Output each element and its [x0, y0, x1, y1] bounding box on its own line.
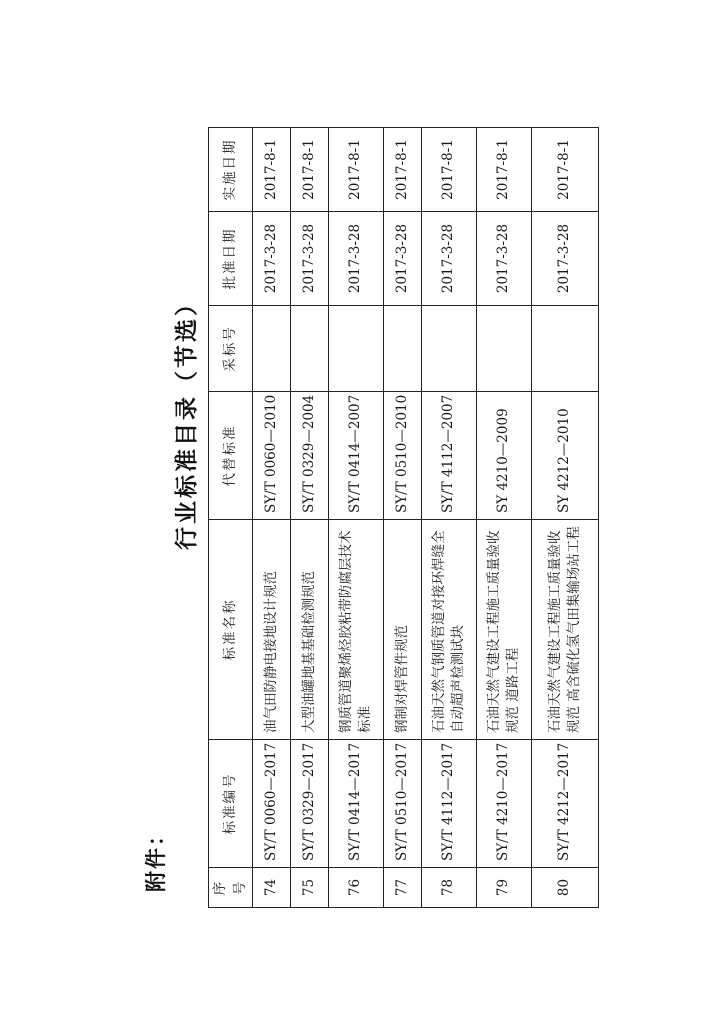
cell-adopted [477, 306, 532, 392]
cell-name: 大型油罐地基基础检测规范 [291, 520, 329, 740]
table-row [291, 128, 329, 908]
cell-replaced: SY/T 4112—2007 [422, 392, 477, 520]
cell-replaced: SY/T 0414—2007 [329, 392, 384, 520]
cell-adopted [329, 306, 384, 392]
cell-replaced: SY 4210—2009 [477, 392, 532, 520]
cell-adopted [422, 306, 477, 392]
cell-seq: 74 [253, 868, 291, 908]
cell-name: 石油天然气建设工程施工质量验收规范 高含硫化氢气田集输场站工程 [532, 520, 599, 740]
cell-approved: 2017-3-28 [291, 212, 329, 306]
cell-seq: 78 [422, 868, 477, 908]
cell-code: SY/T 0510—2017 [384, 740, 422, 868]
cell-name: 油气田防静电接地设计规范 [253, 520, 291, 740]
cell-code: SY/T 0414—2017 [329, 740, 384, 868]
rotated-content [100, 20, 660, 980]
cell-name: 钢质管道聚烯烃胶粘带防腐层技术标准 [329, 520, 384, 740]
cell-seq: 77 [384, 868, 422, 908]
cell-approved: 2017-3-28 [329, 212, 384, 306]
header-seq: 序号 [209, 868, 253, 908]
cell-approved: 2017-3-28 [532, 212, 599, 306]
table-header-row [209, 128, 253, 908]
cell-effective: 2017-8-1 [422, 128, 477, 212]
standards-table [208, 127, 599, 908]
table-row [532, 128, 599, 908]
cell-adopted [532, 306, 599, 392]
cell-adopted [384, 306, 422, 392]
cell-approved: 2017-3-28 [384, 212, 422, 306]
cell-approved: 2017-3-28 [477, 212, 532, 306]
table-row [477, 128, 532, 908]
cell-effective: 2017-8-1 [253, 128, 291, 212]
header-name: 标准名称 [209, 520, 253, 740]
table-row [253, 128, 291, 908]
header-effective: 实施日期 [209, 128, 253, 212]
cell-seq: 80 [532, 868, 599, 908]
cell-code: SY/T 0060—2017 [253, 740, 291, 868]
cell-replaced: SY/T 0510—2010 [384, 392, 422, 520]
attachment-label: 附件： [144, 823, 168, 892]
cell-name: 石油天然气建设工程施工质量验收规范 道路工程 [477, 520, 532, 740]
table-row [384, 128, 422, 908]
cell-approved: 2017-3-28 [253, 212, 291, 306]
cell-name: 钢制对焊管件规范 [384, 520, 422, 740]
table-row [422, 128, 477, 908]
cell-approved: 2017-3-28 [422, 212, 477, 306]
cell-seq: 75 [291, 868, 329, 908]
header-replaced: 代替标准 [209, 392, 253, 520]
cell-effective: 2017-8-1 [384, 128, 422, 212]
cell-effective: 2017-8-1 [477, 128, 532, 212]
header-adopted: 采标号 [209, 306, 253, 392]
cell-code: SY/T 4112—2017 [422, 740, 477, 868]
cell-adopted [291, 306, 329, 392]
cell-name: 石油天然气钢质管道对接环焊缝全自动超声检测试块 [422, 520, 477, 740]
cell-effective: 2017-8-1 [329, 128, 384, 212]
document-title: 行业标准目录（节选） [174, 290, 200, 550]
header-approved: 批准日期 [209, 212, 253, 306]
cell-code: SY/T 0329—2017 [291, 740, 329, 868]
cell-replaced: SY 4212—2010 [532, 392, 599, 520]
cell-effective: 2017-8-1 [532, 128, 599, 212]
cell-seq: 76 [329, 868, 384, 908]
cell-seq: 79 [477, 868, 532, 908]
cell-replaced: SY/T 0329—2004 [291, 392, 329, 520]
cell-code: SY/T 4210—2017 [477, 740, 532, 868]
table-row [329, 128, 384, 908]
cell-effective: 2017-8-1 [291, 128, 329, 212]
cell-code: SY/T 4212—2017 [532, 740, 599, 868]
cell-adopted [253, 306, 291, 392]
header-code: 标准编号 [209, 740, 253, 868]
cell-replaced: SY/T 0060—2010 [253, 392, 291, 520]
